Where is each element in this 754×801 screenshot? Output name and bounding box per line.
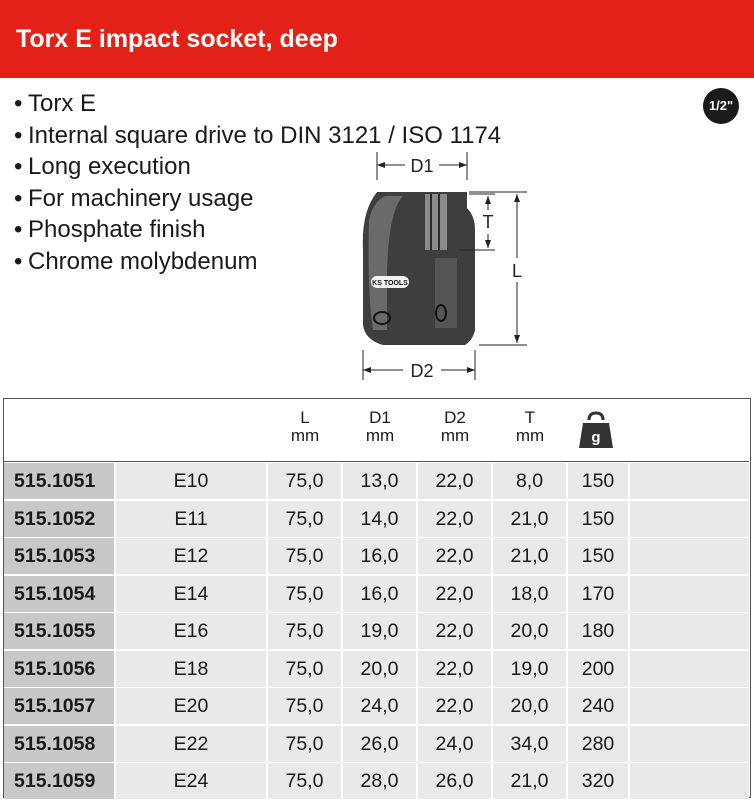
cell-t: 20,0 — [493, 688, 568, 724]
feature-item: • Internal square drive to DIN 3121 / ISO 1174 — [14, 121, 502, 149]
cell-d2: 24,0 — [418, 726, 493, 762]
brand-logo: KS TOOLS — [372, 280, 408, 287]
cell-article: 515.1058 — [4, 726, 116, 762]
cell-empty — [630, 651, 749, 687]
feature-item: • For machinery usage — [14, 184, 254, 212]
cell-empty — [630, 501, 749, 537]
cell-weight: 150 — [568, 463, 630, 499]
cell-l: 75,0 — [268, 613, 343, 649]
cell-d1: 19,0 — [343, 613, 418, 649]
cell-t: 21,0 — [493, 501, 568, 537]
table-row — [4, 613, 749, 651]
table-row — [4, 538, 749, 576]
cell-weight: 280 — [568, 726, 630, 762]
cell-d1: 28,0 — [343, 763, 418, 799]
cell-size: E20 — [116, 688, 268, 724]
feature-item: • Long execution — [14, 153, 191, 181]
cell-t: 34,0 — [493, 726, 568, 762]
cell-weight: 170 — [568, 576, 630, 612]
cell-d1: 24,0 — [343, 688, 418, 724]
table-row — [4, 763, 749, 801]
header-d1: D1 mm — [365, 408, 395, 445]
cell-article: 515.1054 — [4, 576, 116, 612]
header-t: T mm — [515, 408, 545, 445]
cell-weight: 150 — [568, 501, 630, 537]
weight-icon — [578, 411, 614, 449]
cell-size: E22 — [116, 726, 268, 762]
cell-l: 75,0 — [268, 538, 343, 574]
cell-d1: 16,0 — [343, 576, 418, 612]
cell-article: 515.1052 — [4, 501, 116, 537]
cell-weight: 200 — [568, 651, 630, 687]
cell-t: 19,0 — [493, 651, 568, 687]
cell-empty — [630, 613, 749, 649]
cell-weight: 150 — [568, 538, 630, 574]
cell-empty — [630, 538, 749, 574]
header-d2: D2 mm — [440, 408, 470, 445]
table-row — [4, 688, 749, 726]
cell-l: 75,0 — [268, 688, 343, 724]
table-row — [4, 726, 749, 764]
cell-l: 75,0 — [268, 576, 343, 612]
cell-weight: 320 — [568, 763, 630, 799]
cell-d2: 22,0 — [418, 576, 493, 612]
cell-empty — [630, 726, 749, 762]
cell-article: 515.1057 — [4, 688, 116, 724]
cell-size: E16 — [116, 613, 268, 649]
feature-item: • Torx E — [14, 90, 97, 117]
cell-size: E14 — [116, 576, 268, 612]
cell-d1: 13,0 — [343, 463, 418, 499]
cell-d1: 26,0 — [343, 726, 418, 762]
cell-article: 515.1053 — [4, 538, 116, 574]
cell-d2: 22,0 — [418, 463, 493, 499]
feature-item: • Phosphate finish — [14, 216, 206, 244]
spec-table — [3, 398, 751, 798]
cell-empty — [630, 688, 749, 724]
cell-t: 18,0 — [493, 576, 568, 612]
cell-l: 75,0 — [268, 763, 343, 799]
l-label: L — [511, 261, 523, 281]
table-row — [4, 651, 749, 689]
cell-d2: 22,0 — [418, 651, 493, 687]
cell-article: 515.1055 — [4, 613, 116, 649]
cell-size: E11 — [116, 501, 268, 537]
cell-empty — [630, 576, 749, 612]
cell-t: 20,0 — [493, 613, 568, 649]
header-l: L mm — [290, 408, 320, 445]
d1-label: D1 — [410, 156, 434, 176]
feature-item: • Chrome molybdenum — [14, 247, 258, 275]
cell-d2: 22,0 — [418, 501, 493, 537]
cell-article: 515.1056 — [4, 651, 116, 687]
svg-text:g: g — [591, 429, 601, 446]
cell-empty — [630, 763, 749, 799]
cell-l: 75,0 — [268, 463, 343, 499]
cell-t: 21,0 — [493, 538, 568, 574]
cell-size: E10 — [116, 463, 268, 499]
cell-size: E24 — [116, 763, 268, 799]
table-row — [4, 576, 749, 614]
cell-empty — [630, 463, 749, 499]
header-bar — [0, 0, 754, 78]
table-row — [4, 463, 749, 501]
cell-d2: 22,0 — [418, 688, 493, 724]
cell-weight: 240 — [568, 688, 630, 724]
cell-d2: 22,0 — [418, 538, 493, 574]
cell-t: 8,0 — [493, 463, 568, 499]
d2-label: D2 — [410, 361, 434, 381]
table-row — [4, 501, 749, 539]
cell-d1: 14,0 — [343, 501, 418, 537]
cell-weight: 180 — [568, 613, 630, 649]
page-title: Torx E impact socket, deep — [16, 25, 338, 53]
cell-d2: 22,0 — [418, 613, 493, 649]
cell-d2: 26,0 — [418, 763, 493, 799]
cell-d1: 16,0 — [343, 538, 418, 574]
cell-l: 75,0 — [268, 726, 343, 762]
cell-size: E18 — [116, 651, 268, 687]
t-label: T — [482, 212, 494, 232]
drive-size-badge: 1/2" — [703, 88, 739, 124]
cell-l: 75,0 — [268, 501, 343, 537]
cell-l: 75,0 — [268, 651, 343, 687]
cell-t: 21,0 — [493, 763, 568, 799]
cell-d1: 20,0 — [343, 651, 418, 687]
cell-article: 515.1059 — [4, 763, 116, 799]
cell-article: 515.1051 — [4, 463, 116, 499]
cell-size: E12 — [116, 538, 268, 574]
socket-diagram — [355, 150, 535, 385]
table-header — [4, 399, 749, 462]
